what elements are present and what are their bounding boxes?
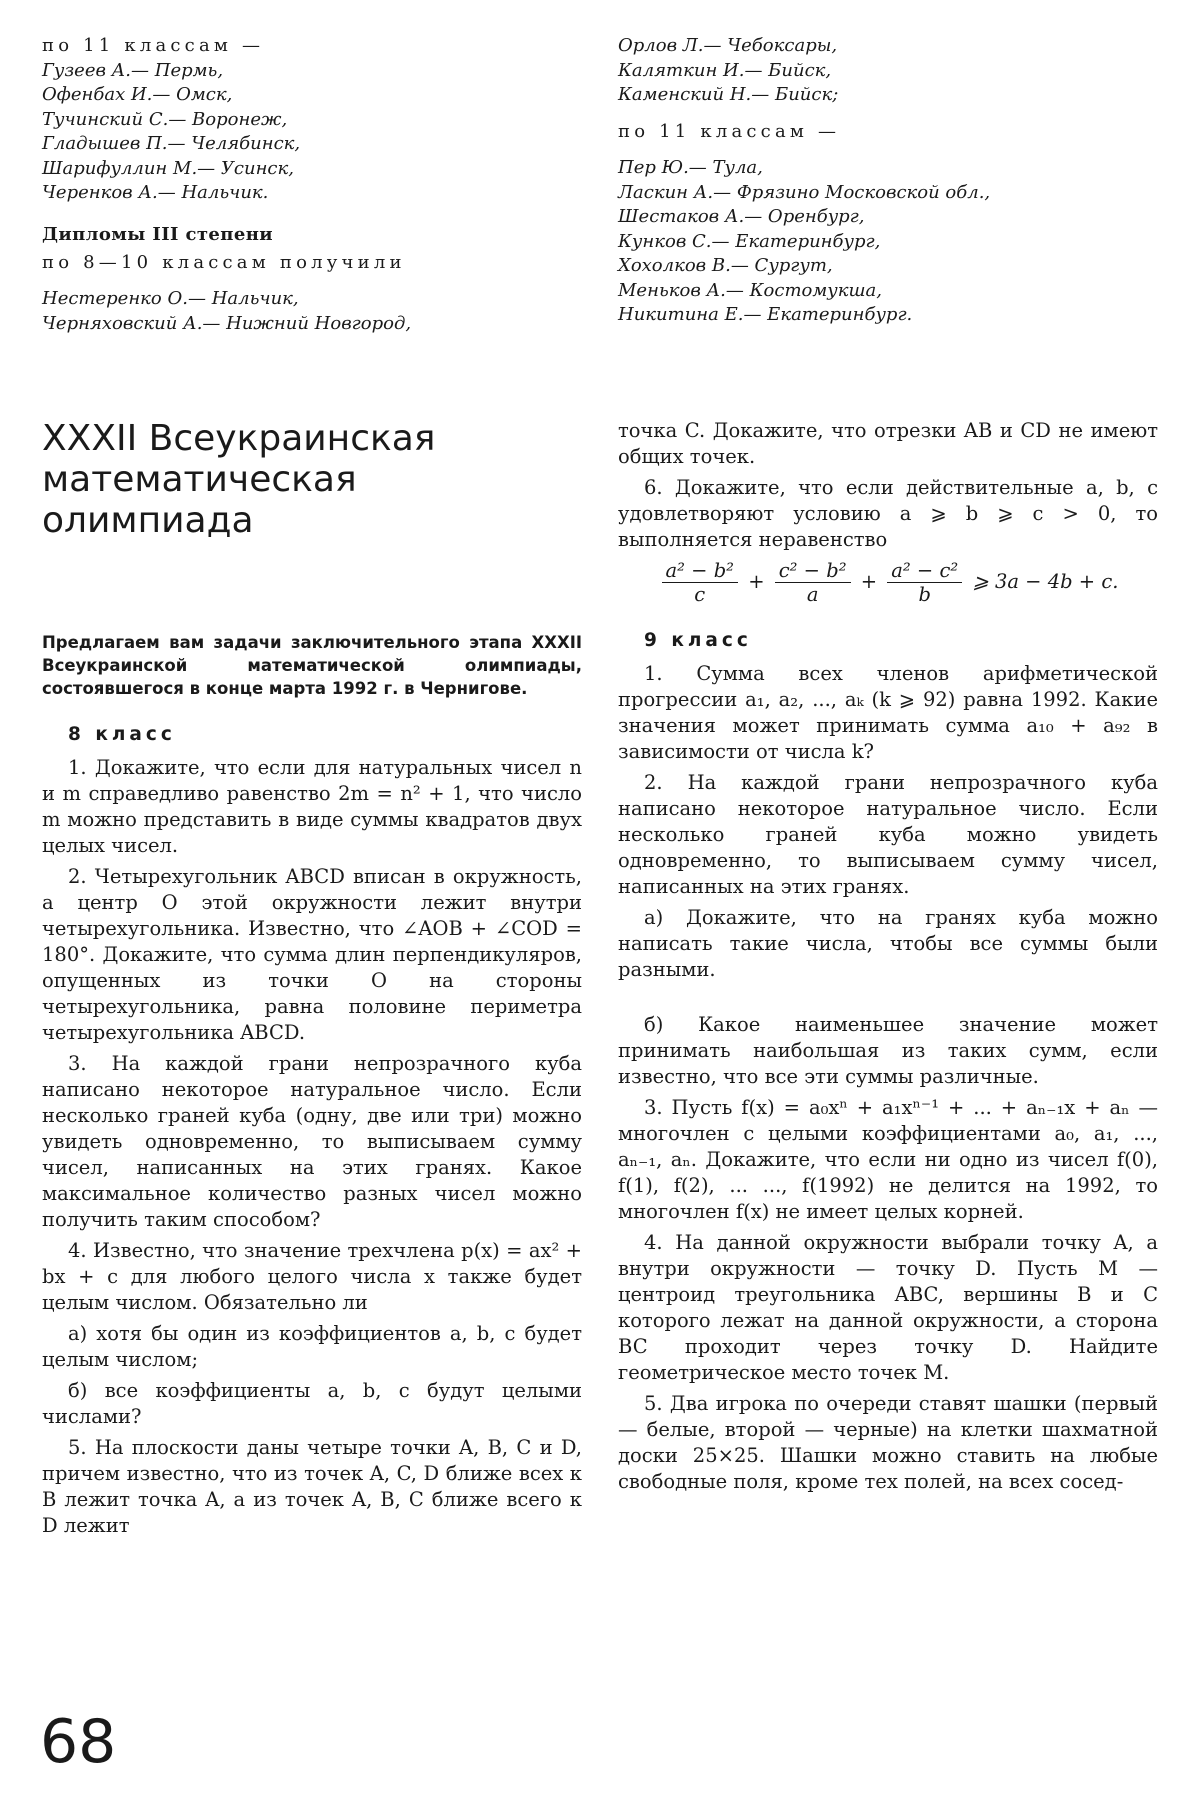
article-title	[42, 418, 582, 541]
top-left-column	[42, 34, 582, 336]
winner-line: Кунков С.— Екатеринбург,	[618, 230, 881, 252]
winner-line: Черенков А.— Нальчик.	[42, 182, 269, 203]
problem-8-5: 5. На плоскости даны четыре точки A, B, C и D, причем известно, что из точек A, C, D ближе всех к B лежит точка A, а из точек A, B, C ближе всего к D лежит	[42, 1436, 582, 1537]
problem-8-3: 3. На каждой грани непрозрачного куба написано некоторое натуральное число. Если несколько граней куба (одну, две или три) можно увидеть одновременно, то выписываем сумму чисел, написанных на этих гранях. Какое максимальное количество разных чисел можно получить таким способом?	[42, 1052, 582, 1231]
winner-line: Орлов Л.— Чебоксары,	[618, 35, 838, 56]
diploma-3-heading: Дипломы III степени	[42, 223, 274, 245]
grade8-10-heading: по 8—10 классам получили	[42, 251, 406, 273]
problem-8-5-continued: точка C. Докажите, что отрезки AB и CD не имеют общих точек.	[618, 419, 1158, 468]
problem-8-4b: б) все коэффициенты a, b, c будут целыми числами?	[42, 1379, 582, 1428]
problem-9-2a: а) Докажите, что на гранях куба можно написать такие числа, чтобы все суммы были разными.	[618, 906, 1158, 981]
winner-line: Каляткин И.— Бийск,	[618, 59, 832, 81]
problem-9-4: 4. На данной окружности выбрали точку A, а внутри окружности — точку D. Пусть M — центроид треугольника ABC, вершины B и C которого лежат на данной окружности, а сторона BC проходит через точку D. Найдите геометрическое место точек M.	[618, 1231, 1158, 1384]
problem-8-4: 4. Известно, что значение трехчлена p(x) = ax² + bx + c для любого целого числа x также будет целым числом. Обязательно ли	[42, 1239, 582, 1314]
problem-9-1: 1. Сумма всех членов арифметической прогрессии a₁, a₂, ..., aₖ (k ⩾ 92) равна 1992. Какие значения может принимать сумма a₁₀ + a₉₂ в зависимости от числа k?	[618, 662, 1158, 763]
problem-8-4a: а) хотя бы один из коэффициентов a, b, c будет целым числом;	[42, 1322, 582, 1371]
main-right-column	[618, 418, 1158, 1500]
winner-line: Каменский Н.— Бийск;	[618, 84, 839, 105]
fraction: $\frac{\text{a² − c²}}{b}$	[887, 559, 962, 606]
problem-8-2: 2. Четырехугольник ABCD вписан в окружность, а центр O этой окружности лежит внутри четырехугольника. Известно, что ∠AOB + ∠COD = 180°. Докажите, что сумма длин перпендикуляров, опущенных из точки O на стороны четырехугольника, равна половине периметра четырехугольника ABCD.	[42, 865, 582, 1044]
winner-line: Шарифуллин М.— Усинск,	[42, 157, 294, 179]
winner-line: Пер Ю.— Тула,	[618, 157, 763, 178]
class9-heading: 9 класс	[644, 630, 752, 651]
winner-line: Тучинский С.— Воронеж,	[42, 108, 288, 130]
grade11-heading: по 11 классам —	[618, 120, 841, 142]
problem-8-6: 6. Докажите, что если действительные a, b, c удовлетворяют условию a ⩾ b ⩾ c > 0, то выполняется неравенство	[618, 476, 1158, 551]
grade11-heading: по 11 классам —	[42, 35, 265, 56]
title-line: XXXII Всеукраинская	[42, 418, 436, 459]
top-right-column	[618, 34, 1158, 328]
inequality-formula: $\frac{\text{a² − b²}}{c}$ + $\frac{\text{c² − b²}}{a}$ + $\frac{\text{a² − c²}}{b}$ ⩾ 3a − 4b + c.	[618, 559, 1158, 606]
winner-line: Меньков А.— Костомукша,	[618, 279, 882, 301]
fraction: $\frac{\text{a² − b²}}{c}$	[662, 559, 738, 606]
class8-heading: 8 класс	[68, 724, 176, 745]
problem-9-5: 5. Два игрока по очереди ставят шашки (первый — белые, второй — черные) на клетки шахматной доски 25×25. Шашки можно ставить на любые свободные поля, кроме тех полей, на всех сосед-	[618, 1392, 1158, 1493]
problem-9-3: 3. Пусть f(x) = a₀xⁿ + a₁xⁿ⁻¹ + ... + aₙ₋₁x + aₙ — многочлен с целыми коэффициентами a₀, a₁, ..., aₙ₋₁, aₙ. Докажите, что если ни одно из чисел f(0), f(1), f(2), ... ..., f(1992) не делится на 1992, то многочлен f(x) не имеет целых корней.	[618, 1096, 1158, 1223]
main-left-column	[42, 418, 582, 1544]
winner-line: Шестаков А.— Оренбург,	[618, 206, 865, 227]
winner-line: Черняховский А.— Нижний Новгород,	[42, 312, 412, 334]
page-number: 68	[40, 1707, 117, 1777]
problem-8-1: 1. Докажите, что если для натуральных чисел n и m справедливо равенство 2m = n² + 1, что число m можно представить в виде суммы квадратов двух целых чисел.	[42, 756, 582, 857]
winner-line: Гладышев П.— Челябинск,	[42, 133, 301, 154]
winner-line: Хохолков В.— Сургут,	[618, 255, 833, 276]
problem-9-2b: б) Какое наименьшее значение может принимать наибольшая из таких сумм, если известно, что все эти суммы различные.	[618, 1013, 1158, 1088]
intro-paragraph: Предлагаем вам задачи заключительного этапа XXXII Всеукраинской математической олимпиады, состоявшегося в конце марта 1992 г. в Чернигове.	[42, 633, 582, 698]
title-line: математическая	[42, 459, 357, 500]
winner-line: Нестеренко О.— Нальчик,	[42, 288, 299, 309]
winner-line: Гузеев А.— Пермь,	[42, 59, 224, 81]
title-line: олимпиада	[42, 500, 254, 541]
fraction: $\frac{\text{c² − b²}}{a}$	[775, 559, 851, 606]
problem-9-2: 2. На каждой грани непрозрачного куба написано некоторое натуральное число. Если несколько граней куба можно увидеть одновременно, то выписываем сумму чисел, написанных на этих гранях.	[618, 771, 1158, 898]
winner-line: Никитина Е.— Екатеринбург.	[618, 304, 913, 325]
winner-line: Офенбах И.— Омск,	[42, 84, 233, 105]
winner-line: Ласкин А.— Фрязино Московской обл.,	[618, 181, 991, 203]
